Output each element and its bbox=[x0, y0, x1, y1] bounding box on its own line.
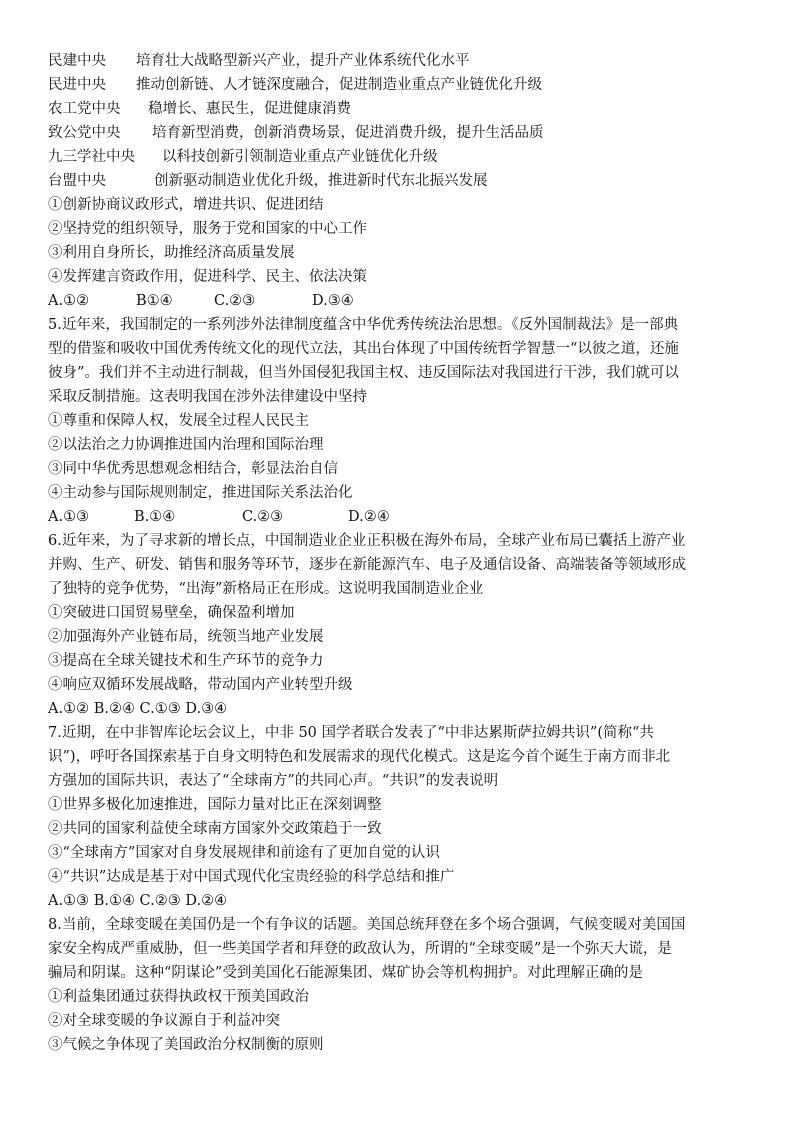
question-stem: 家安全构成严重威胁，但一些美国学者和拜登的政敌认为，所谓的“全球变暖”是一个弥天大谎，是 bbox=[48, 941, 672, 957]
options-row: A.①③ B.①④ C.②③ D.②④ bbox=[48, 893, 228, 909]
answer-item: ①世界多极化加速推进，国际力量对比正在深刻调整 bbox=[48, 797, 382, 813]
party-name: 致公党中央 bbox=[48, 125, 121, 141]
party-name: 农工党中央 bbox=[48, 101, 121, 117]
option: C.②③ bbox=[214, 293, 256, 309]
party-proposal: 以科技创新引领制造业重点产业链优化升级 bbox=[162, 149, 438, 165]
question-stem: 采取反制措施。这表明我国在涉外法律建设中坚持 bbox=[48, 389, 367, 405]
answer-item: ①尊重和保障人权，发展全过程人民民主 bbox=[48, 413, 309, 429]
party-row bbox=[48, 171, 488, 191]
options-row: A.①② B.②④ C.①③ D.③④ bbox=[48, 701, 228, 717]
option: A.①③ bbox=[48, 509, 90, 525]
answer-item: ①创新协商议政形式，增进共识、促进团结 bbox=[48, 197, 324, 213]
party-row bbox=[48, 75, 542, 95]
party-proposal: 推动创新链、人才链深度融合，促进制造业重点产业链优化升级 bbox=[136, 77, 542, 93]
party-row bbox=[48, 123, 544, 143]
question-stem: 并购、生产、研发、销售和服务等环节，逐步在新能源汽车、电子及通信设备、高端装备等领域形成 bbox=[48, 557, 686, 573]
question-stem: 方强加的国际共识，表达了“全球南方”的共同心声。“共识”的发表说明 bbox=[48, 773, 499, 789]
question-stem: 彼身”。我们并不主动进行制裁，但当外国侵犯我国主权、违反国际法对我国进行干涉，我们就可以 bbox=[48, 365, 679, 381]
answer-item: ①利益集团通过获得执政权干预美国政治 bbox=[48, 989, 309, 1005]
answer-item: ①突破进口国贸易壁垒，确保盈利增加 bbox=[48, 605, 295, 621]
party-name: 台盟中央 bbox=[48, 173, 106, 189]
question-stem: 5.近年来，我国制定的一系列涉外法律制度蕴含中华优秀传统法治思想。《反外国制裁法》是一部典 bbox=[48, 317, 679, 333]
answer-item: ②共同的国家利益使全球南方国家外交政策趋于一致 bbox=[48, 821, 382, 837]
question-stem: 8.当前，全球变暖在美国仍是一个有争议的话题。美国总统拜登在多个场合强调，气候变暖对美国国 bbox=[48, 917, 686, 933]
answer-item: ②坚持党的组织领导，服务于党和国家的中心工作 bbox=[48, 221, 367, 237]
option: B①④ bbox=[136, 293, 173, 309]
question-stem: 识”)，呼吁各国探索基于自身文明特色和发展需求的现代化模式。这是迄今首个诞生于南方而非北 bbox=[48, 749, 671, 765]
question-stem: 型的借鉴和吸收中国优秀传统文化的现代立法，其出台体现了中国传统哲学智慧一“以彼之道，还施 bbox=[48, 341, 679, 357]
party-name: 民建中央 bbox=[48, 53, 106, 69]
party-row bbox=[48, 51, 470, 71]
options-row bbox=[48, 507, 390, 527]
option: D.③④ bbox=[312, 293, 354, 309]
answer-item: ②加强海外产业链布局，统领当地产业发展 bbox=[48, 629, 324, 645]
party-name: 九三学社中央 bbox=[48, 149, 135, 165]
answer-item: ④主动参与国际规则制定，推进国际关系法治化 bbox=[48, 485, 353, 501]
party-proposal: 培育新型消费，创新消费场景，促进消费升级，提升生活品质 bbox=[152, 125, 544, 141]
answer-item: ③“全球南方”国家对自身发展规律和前途有了更加自觉的认识 bbox=[48, 845, 440, 861]
party-proposal: 稳增长、惠民生，促进健康消费 bbox=[148, 101, 351, 117]
option: C.②③ bbox=[242, 509, 284, 525]
question-stem: 7.近期，在中非智库论坛会议上，中非 50 国学者联合发表了“中非达累斯萨拉姆共识”(简称“共 bbox=[48, 725, 654, 741]
answer-item: ④“共识”达成是基于对中国式现代化宝贵经验的科学总结和推广 bbox=[48, 869, 455, 885]
answer-item: ④发挥建言资政作用，促进科学、民主、依法决策 bbox=[48, 269, 367, 285]
answer-item: ③气候之争体现了美国政治分权制衡的原则 bbox=[48, 1037, 324, 1053]
answer-item: ②对全球变暖的争议源自于利益冲突 bbox=[48, 1013, 280, 1029]
option: B.①④ bbox=[134, 509, 176, 525]
party-name: 民进中央 bbox=[48, 77, 106, 93]
question-stem: 骗局和阴谋。这种“阴谋论”受到美国化石能源集团、煤矿协会等机构拥护。对此理解正确的是 bbox=[48, 965, 643, 981]
option: D.②④ bbox=[348, 509, 390, 525]
question-stem: 了独特的竞争优势，“出海”新格局正在形成。这说明我国制造业企业 bbox=[48, 581, 484, 597]
answer-item: ②以法治之力协调推进国内治理和国际治理 bbox=[48, 437, 324, 453]
answer-item: ③同中华优秀思想观念相结合，彰显法治自信 bbox=[48, 461, 338, 477]
option: A.①② bbox=[48, 293, 90, 309]
question-stem: 6.近年来，为了寻求新的增长点，中国制造业企业正积极在海外布局，全球产业布局已囊括上游产业 bbox=[48, 533, 686, 549]
party-proposal: 培育壮大战略型新兴产业，提升产业体系统代化水平 bbox=[136, 53, 470, 69]
party-row bbox=[48, 147, 438, 167]
answer-item: ③提高在全球关键技术和生产环节的竞争力 bbox=[48, 653, 324, 669]
party-proposal: 创新驱动制造业优化升级，推进新时代东北振兴发展 bbox=[154, 173, 488, 189]
answer-item: ④响应双循环发展战略，带动国内产业转型升级 bbox=[48, 677, 353, 693]
party-row bbox=[48, 99, 351, 119]
answer-item: ③利用自身所长，助推经济高质量发展 bbox=[48, 245, 295, 261]
options-row bbox=[48, 291, 354, 311]
